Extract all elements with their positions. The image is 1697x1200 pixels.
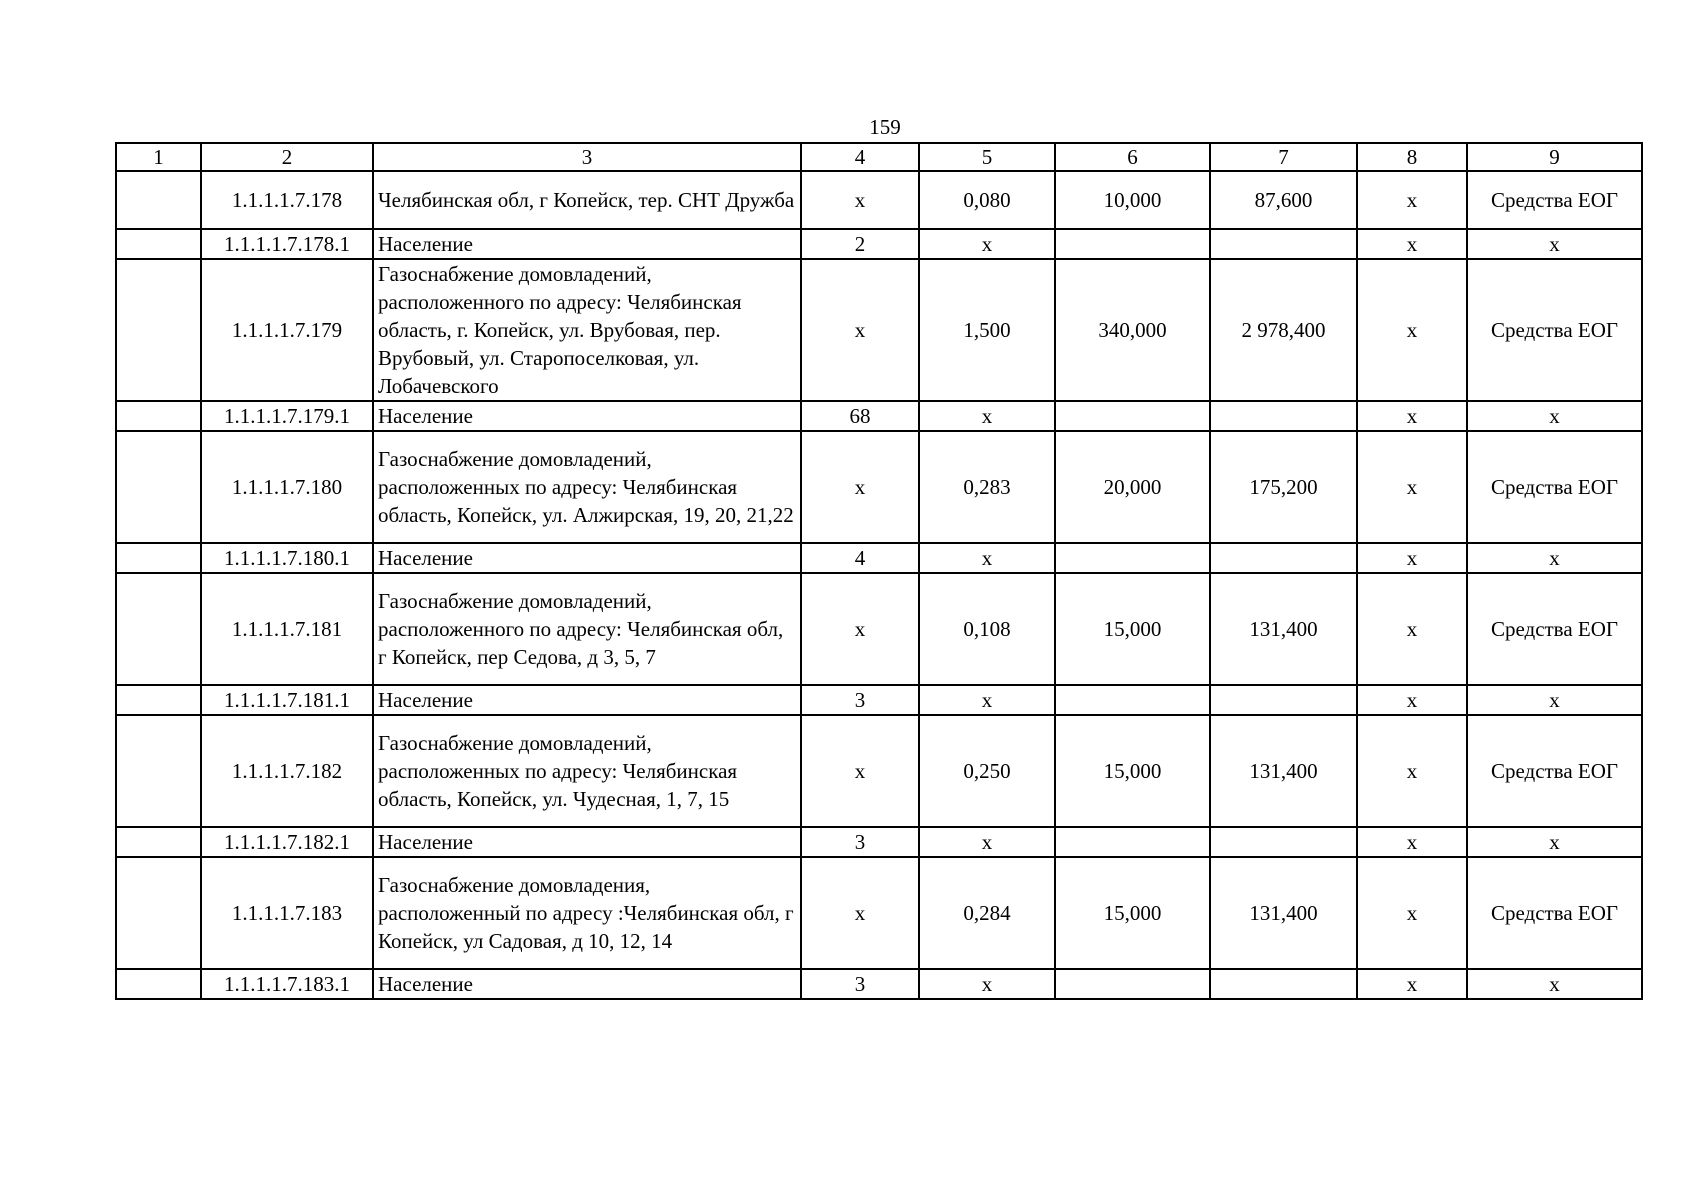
row-index-cell bbox=[116, 969, 201, 999]
col4-cell: 4 bbox=[801, 543, 919, 573]
code-cell: 1.1.1.1.7.183 bbox=[201, 857, 373, 969]
col5-cell: х bbox=[919, 229, 1055, 259]
col6-cell: 15,000 bbox=[1055, 573, 1210, 685]
header-cell-6: 6 bbox=[1055, 143, 1210, 171]
population-row bbox=[116, 401, 1642, 431]
table-row bbox=[116, 171, 1642, 229]
col7-cell bbox=[1210, 401, 1357, 431]
col8-cell: х bbox=[1357, 543, 1467, 573]
col4-cell: х bbox=[801, 171, 919, 229]
col6-cell: 20,000 bbox=[1055, 431, 1210, 543]
col6-cell: 10,000 bbox=[1055, 171, 1210, 229]
header-cell-4: 4 bbox=[801, 143, 919, 171]
code-cell: 1.1.1.1.7.180 bbox=[201, 431, 373, 543]
col4-cell: 3 bbox=[801, 969, 919, 999]
col4-cell: х bbox=[801, 431, 919, 543]
funding-cell: х bbox=[1467, 543, 1642, 573]
header-cell-2: 2 bbox=[201, 143, 373, 171]
col8-cell: х bbox=[1357, 573, 1467, 685]
row-index-cell bbox=[116, 685, 201, 715]
col8-cell: х bbox=[1357, 827, 1467, 857]
table-row bbox=[116, 259, 1642, 401]
col6-cell: 340,000 bbox=[1055, 259, 1210, 401]
col6-cell bbox=[1055, 685, 1210, 715]
col5-cell: х bbox=[919, 401, 1055, 431]
col5-cell: х bbox=[919, 543, 1055, 573]
col5-cell: 0,283 bbox=[919, 431, 1055, 543]
col6-cell: 15,000 bbox=[1055, 715, 1210, 827]
code-cell: 1.1.1.1.7.182 bbox=[201, 715, 373, 827]
col7-cell: 131,400 bbox=[1210, 857, 1357, 969]
description-cell: Население bbox=[373, 969, 801, 999]
description-cell: Газоснабжение домовладений, расположенных по адресу: Челябинская область, Копейск, ул. Алжирская, 19, 20, 21,22 bbox=[373, 431, 801, 543]
code-cell: 1.1.1.1.7.178 bbox=[201, 171, 373, 229]
table-row bbox=[116, 715, 1642, 827]
funding-cell: Средства ЕОГ bbox=[1467, 259, 1642, 401]
col6-cell bbox=[1055, 969, 1210, 999]
header-row bbox=[116, 143, 1642, 171]
description-cell: Население bbox=[373, 229, 801, 259]
page-number: 159 bbox=[869, 115, 901, 139]
col7-cell bbox=[1210, 685, 1357, 715]
funding-cell: х bbox=[1467, 969, 1642, 999]
col5-cell: 0,108 bbox=[919, 573, 1055, 685]
col4-cell: х bbox=[801, 857, 919, 969]
col4-cell: х bbox=[801, 259, 919, 401]
header-cell-8: 8 bbox=[1357, 143, 1467, 171]
row-index-cell bbox=[116, 431, 201, 543]
funding-cell: Средства ЕОГ bbox=[1467, 573, 1642, 685]
col5-cell: 0,284 bbox=[919, 857, 1055, 969]
col4-cell: 3 bbox=[801, 685, 919, 715]
funding-cell: х bbox=[1467, 229, 1642, 259]
code-cell: 1.1.1.1.7.181.1 bbox=[201, 685, 373, 715]
funding-cell: Средства ЕОГ bbox=[1467, 171, 1642, 229]
col4-cell: 68 bbox=[801, 401, 919, 431]
description-cell: Население bbox=[373, 401, 801, 431]
col8-cell: х bbox=[1357, 431, 1467, 543]
col4-cell: 2 bbox=[801, 229, 919, 259]
col7-cell: 87,600 bbox=[1210, 171, 1357, 229]
col8-cell: х bbox=[1357, 685, 1467, 715]
row-index-cell bbox=[116, 229, 201, 259]
funding-cell: Средства ЕОГ bbox=[1467, 857, 1642, 969]
description-cell: Газоснабжение домовладений, расположенного по адресу: Челябинская обл, г Копейск, пер Седова, д 3, 5, 7 bbox=[373, 573, 801, 685]
description-cell: Население bbox=[373, 543, 801, 573]
table-row bbox=[116, 573, 1642, 685]
funding-cell: х bbox=[1467, 401, 1642, 431]
col8-cell: х bbox=[1357, 171, 1467, 229]
header-cell-3: 3 bbox=[373, 143, 801, 171]
col7-cell: 131,400 bbox=[1210, 573, 1357, 685]
col7-cell: 2 978,400 bbox=[1210, 259, 1357, 401]
col6-cell bbox=[1055, 827, 1210, 857]
col5-cell: х bbox=[919, 685, 1055, 715]
col8-cell: х bbox=[1357, 715, 1467, 827]
col8-cell: х bbox=[1357, 401, 1467, 431]
row-index-cell bbox=[116, 827, 201, 857]
col6-cell bbox=[1055, 401, 1210, 431]
population-row bbox=[116, 685, 1642, 715]
row-index-cell bbox=[116, 573, 201, 685]
col6-cell bbox=[1055, 543, 1210, 573]
funding-cell: Средства ЕОГ bbox=[1467, 715, 1642, 827]
code-cell: 1.1.1.1.7.183.1 bbox=[201, 969, 373, 999]
col6-cell: 15,000 bbox=[1055, 857, 1210, 969]
col7-cell bbox=[1210, 229, 1357, 259]
col5-cell: х bbox=[919, 827, 1055, 857]
code-cell: 1.1.1.1.7.181 bbox=[201, 573, 373, 685]
description-cell: Газоснабжение домовладения, расположенный по адресу :Челябинская обл, г Копейск, ул Садовая, д 10, 12, 14 bbox=[373, 857, 801, 969]
description-cell: Челябинская обл, г Копейск, тер. СНТ Дружба bbox=[373, 171, 801, 229]
table-row bbox=[116, 431, 1642, 543]
col8-cell: х bbox=[1357, 229, 1467, 259]
description-cell: Газоснабжение домовладений, расположенных по адресу: Челябинская область, Копейск, ул. Чудесная, 1, 7, 15 bbox=[373, 715, 801, 827]
code-cell: 1.1.1.1.7.180.1 bbox=[201, 543, 373, 573]
population-row bbox=[116, 543, 1642, 573]
col6-cell bbox=[1055, 229, 1210, 259]
funding-cell: Средства ЕОГ bbox=[1467, 431, 1642, 543]
header-cell-7: 7 bbox=[1210, 143, 1357, 171]
row-index-cell bbox=[116, 543, 201, 573]
description-cell: Газоснабжение домовладений, расположенного по адресу: Челябинская область, г. Копейск, ул. Врубовая, пер. Врубовый, ул. Старопоселковая, ул. Лобачевского bbox=[373, 259, 801, 401]
col4-cell: х bbox=[801, 715, 919, 827]
population-row bbox=[116, 827, 1642, 857]
row-index-cell bbox=[116, 401, 201, 431]
header-cell-1: 1 bbox=[116, 143, 201, 171]
description-cell: Население bbox=[373, 827, 801, 857]
row-index-cell bbox=[116, 715, 201, 827]
col7-cell bbox=[1210, 827, 1357, 857]
code-cell: 1.1.1.1.7.179.1 bbox=[201, 401, 373, 431]
header-cell-5: 5 bbox=[919, 143, 1055, 171]
code-cell: 1.1.1.1.7.179 bbox=[201, 259, 373, 401]
row-index-cell bbox=[116, 171, 201, 229]
col5-cell: 0,080 bbox=[919, 171, 1055, 229]
col7-cell: 175,200 bbox=[1210, 431, 1357, 543]
col5-cell: х bbox=[919, 969, 1055, 999]
col8-cell: х bbox=[1357, 857, 1467, 969]
row-index-cell bbox=[116, 857, 201, 969]
data-table bbox=[115, 142, 1643, 1000]
col4-cell: 3 bbox=[801, 827, 919, 857]
col7-cell bbox=[1210, 543, 1357, 573]
code-cell: 1.1.1.1.7.182.1 bbox=[201, 827, 373, 857]
funding-cell: х bbox=[1467, 827, 1642, 857]
population-row bbox=[116, 969, 1642, 999]
funding-cell: х bbox=[1467, 685, 1642, 715]
description-cell: Население bbox=[373, 685, 801, 715]
col7-cell bbox=[1210, 969, 1357, 999]
code-cell: 1.1.1.1.7.178.1 bbox=[201, 229, 373, 259]
col4-cell: х bbox=[801, 573, 919, 685]
col5-cell: 0,250 bbox=[919, 715, 1055, 827]
col7-cell: 131,400 bbox=[1210, 715, 1357, 827]
col8-cell: х bbox=[1357, 259, 1467, 401]
population-row bbox=[116, 229, 1642, 259]
col5-cell: 1,500 bbox=[919, 259, 1055, 401]
header-cell-9: 9 bbox=[1467, 143, 1642, 171]
table-body bbox=[116, 143, 1642, 999]
col8-cell: х bbox=[1357, 969, 1467, 999]
table-row bbox=[116, 857, 1642, 969]
row-index-cell bbox=[116, 259, 201, 401]
